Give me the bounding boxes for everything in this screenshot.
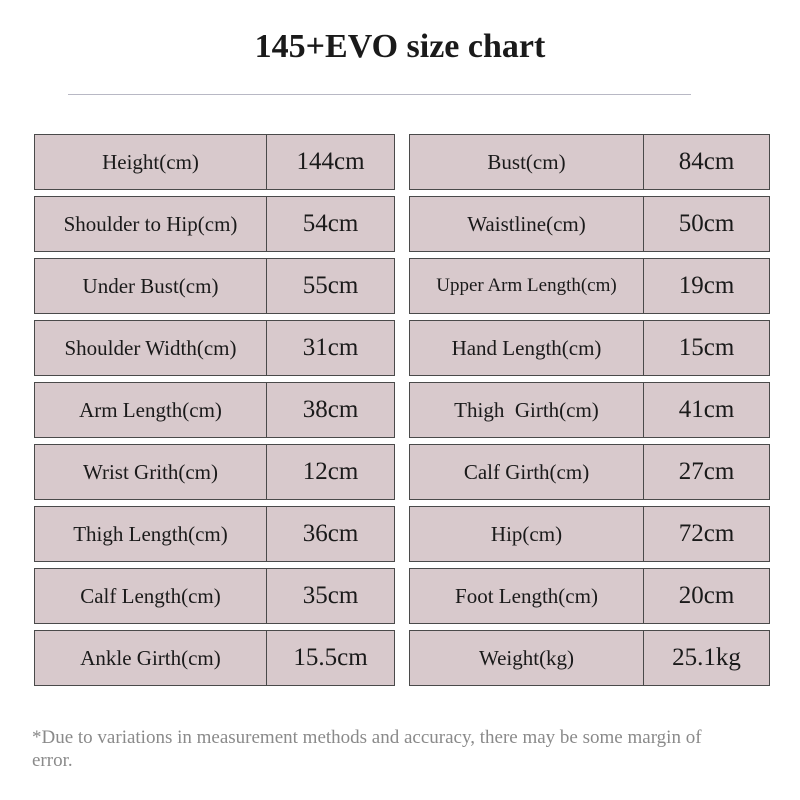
- table-row: [34, 196, 395, 252]
- measurement-label: Weight(kg): [409, 630, 644, 686]
- measurement-value: 72cm: [644, 506, 770, 562]
- table-row: [34, 320, 395, 376]
- table-row: [34, 134, 395, 190]
- measurement-value: 35cm: [267, 568, 395, 624]
- measurement-value: 38cm: [267, 382, 395, 438]
- page-title: 145+EVO size chart: [254, 28, 546, 65]
- measurement-label: Thigh Length(cm): [34, 506, 267, 562]
- measurement-label: Shoulder to Hip(cm): [34, 196, 267, 252]
- table-row: [34, 444, 395, 500]
- measurement-value: 19cm: [644, 258, 770, 314]
- measurement-disclaimer: *Due to variations in measurement methods and accuracy, there may be some margin of error.: [32, 727, 702, 771]
- measurement-value: 84cm: [644, 134, 770, 190]
- table-row: [409, 568, 770, 624]
- measurement-label: Hand Length(cm): [409, 320, 644, 376]
- measurement-value: 31cm: [267, 320, 395, 376]
- measurement-label: Bust(cm): [409, 134, 644, 190]
- measurement-value: 36cm: [267, 506, 395, 562]
- table-row: [409, 320, 770, 376]
- measurement-value: 144cm: [267, 134, 395, 190]
- table-row: [409, 134, 770, 190]
- table-row: [409, 258, 770, 314]
- size-table-right: [409, 134, 770, 686]
- measurement-value: 50cm: [644, 196, 770, 252]
- table-row: [34, 568, 395, 624]
- measurement-label: Ankle Girth(cm): [34, 630, 267, 686]
- measurement-value: 25.1kg: [644, 630, 770, 686]
- measurement-label: Foot Length(cm): [409, 568, 644, 624]
- measurement-value: 15cm: [644, 320, 770, 376]
- measurement-label: Calf Length(cm): [34, 568, 267, 624]
- measurement-value: 15.5cm: [267, 630, 395, 686]
- measurement-value: 20cm: [644, 568, 770, 624]
- table-row: [34, 630, 395, 686]
- title-divider: [68, 94, 691, 95]
- measurement-label: Calf Girth(cm): [409, 444, 644, 500]
- measurement-label: Under Bust(cm): [34, 258, 267, 314]
- measurement-label: Wrist Grith(cm): [34, 444, 267, 500]
- measurement-value: 55cm: [267, 258, 395, 314]
- measurement-value: 54cm: [267, 196, 395, 252]
- measurement-value: 27cm: [644, 444, 770, 500]
- table-row: [409, 506, 770, 562]
- measurement-label: Thigh Girth(cm): [409, 382, 644, 438]
- table-row: [409, 444, 770, 500]
- table-row: [34, 382, 395, 438]
- measurement-value: 41cm: [644, 382, 770, 438]
- size-table-left: [34, 134, 395, 686]
- table-row: [409, 196, 770, 252]
- measurement-label: Upper Arm Length(cm): [409, 258, 644, 314]
- table-row: [34, 506, 395, 562]
- measurement-label: Shoulder Width(cm): [34, 320, 267, 376]
- measurement-label: Arm Length(cm): [34, 382, 267, 438]
- measurement-label: Hip(cm): [409, 506, 644, 562]
- table-row: [409, 630, 770, 686]
- measurement-label: Waistline(cm): [409, 196, 644, 252]
- table-row: [34, 258, 395, 314]
- table-row: [409, 382, 770, 438]
- measurement-label: Height(cm): [34, 134, 267, 190]
- measurement-value: 12cm: [267, 444, 395, 500]
